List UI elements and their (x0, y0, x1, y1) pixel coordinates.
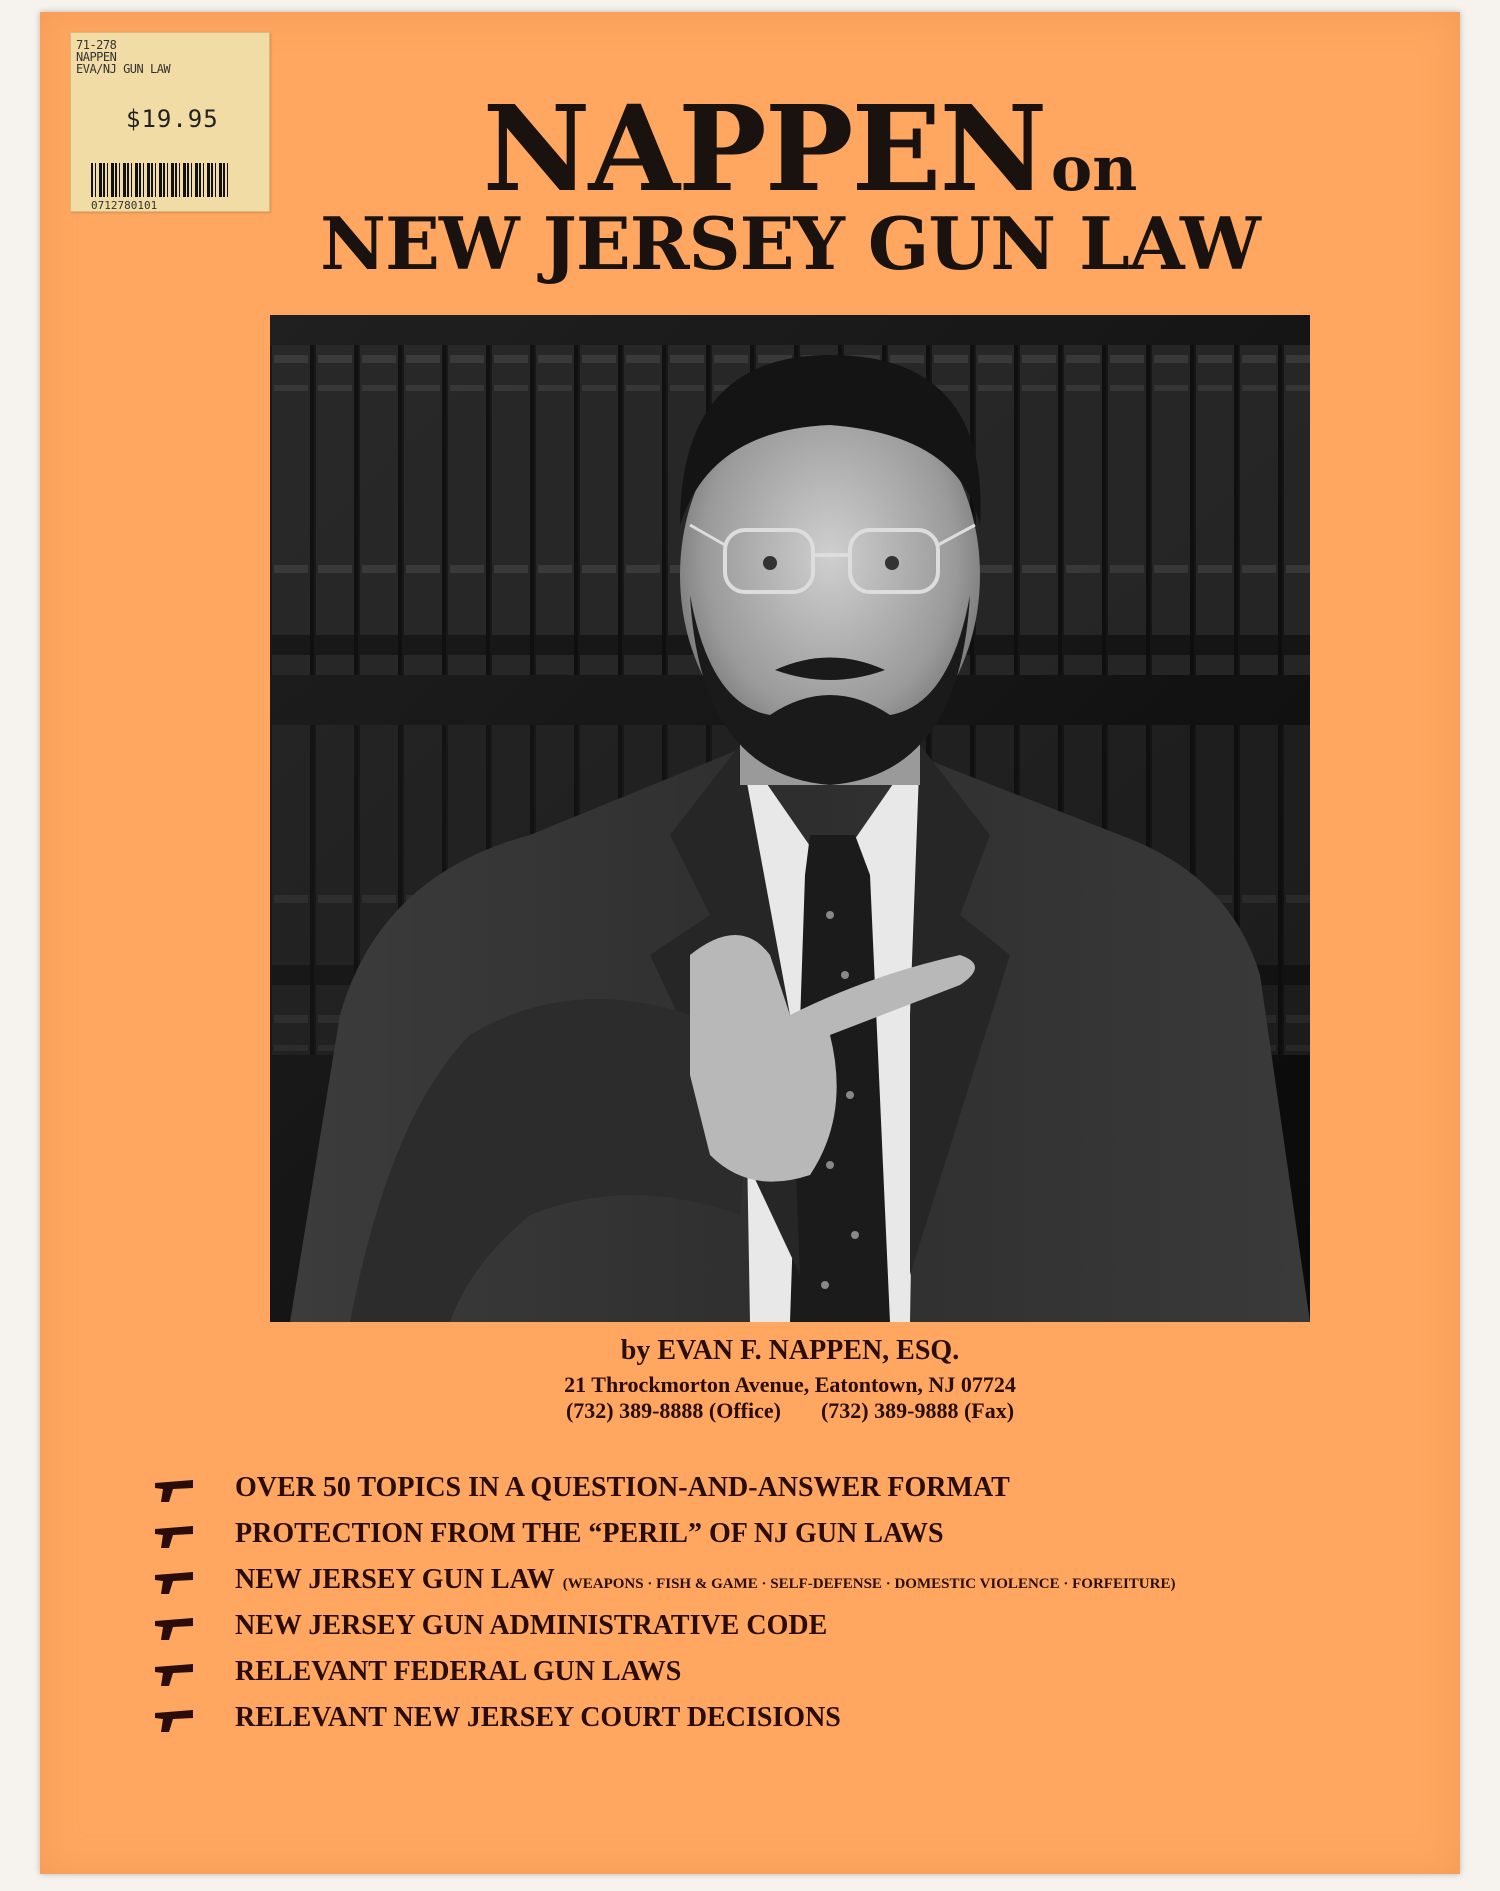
pistol-bullet-icon (155, 1526, 193, 1548)
sticker-line: 71-278 (76, 38, 117, 52)
list-item (150, 1603, 1440, 1649)
title-main: NAPPEN (482, 79, 1046, 218)
sticker-line: NAPPEN (76, 50, 117, 64)
sticker-code: 0712780101 (91, 199, 158, 212)
author-address: 21 Throckmorton Avenue, Eatontown, NJ 07724 (564, 1372, 1016, 1397)
price-sticker (70, 32, 270, 212)
author-phones (400, 1398, 1180, 1424)
barcode-icon (91, 163, 231, 197)
sticker-price: $19.95 (126, 105, 219, 133)
feature-subtext: (WEAPONS · FISH & GAME · SELF-DEFENSE · DOMESTIC VIOLENCE · FORFEITURE) (562, 1576, 1176, 1592)
pistol-bullet-icon (155, 1710, 193, 1732)
list-item (150, 1511, 1440, 1557)
pistol-bullet-icon (155, 1480, 193, 1502)
sticker-line: EVA/NJ GUN LAW (76, 62, 171, 76)
list-item (150, 1695, 1440, 1741)
book-title (460, 79, 1160, 218)
feature-text: RELEVANT NEW JERSEY COURT DECISIONS (235, 1702, 841, 1733)
title-on: on (1050, 132, 1138, 205)
list-item (150, 1649, 1440, 1695)
feature-text: NEW JERSEY GUN ADMINISTRATIVE CODE (235, 1610, 828, 1641)
pistol-bullet-icon (155, 1572, 193, 1594)
list-item (150, 1465, 1440, 1511)
pistol-bullet-icon (155, 1618, 193, 1640)
office-phone: (732) 389-8888 (Office) (565, 1398, 781, 1423)
author-photo (270, 315, 1310, 1322)
feature-text (235, 1557, 1175, 1607)
author-name: by EVAN F. NAPPEN, ESQ. (620, 1335, 960, 1366)
feature-text: OVER 50 TOPICS IN A QUESTION-AND-ANSWER FORMAT (235, 1472, 1010, 1503)
feature-main: NEW JERSEY GUN LAW (235, 1564, 555, 1595)
author-portrait-image (270, 315, 1310, 1322)
fax-number: (732) 389-9888 (Fax) (820, 1398, 1015, 1423)
book-subtitle: NEW JERSEY GUN LAW (320, 201, 1260, 286)
pistol-bullet-icon (155, 1664, 193, 1686)
feature-text: PROTECTION FROM THE “PERIL” OF NJ GUN LAWS (235, 1518, 944, 1549)
list-item (150, 1557, 1440, 1603)
feature-text: RELEVANT FEDERAL GUN LAWS (235, 1656, 682, 1687)
feature-list (150, 1465, 1440, 1741)
